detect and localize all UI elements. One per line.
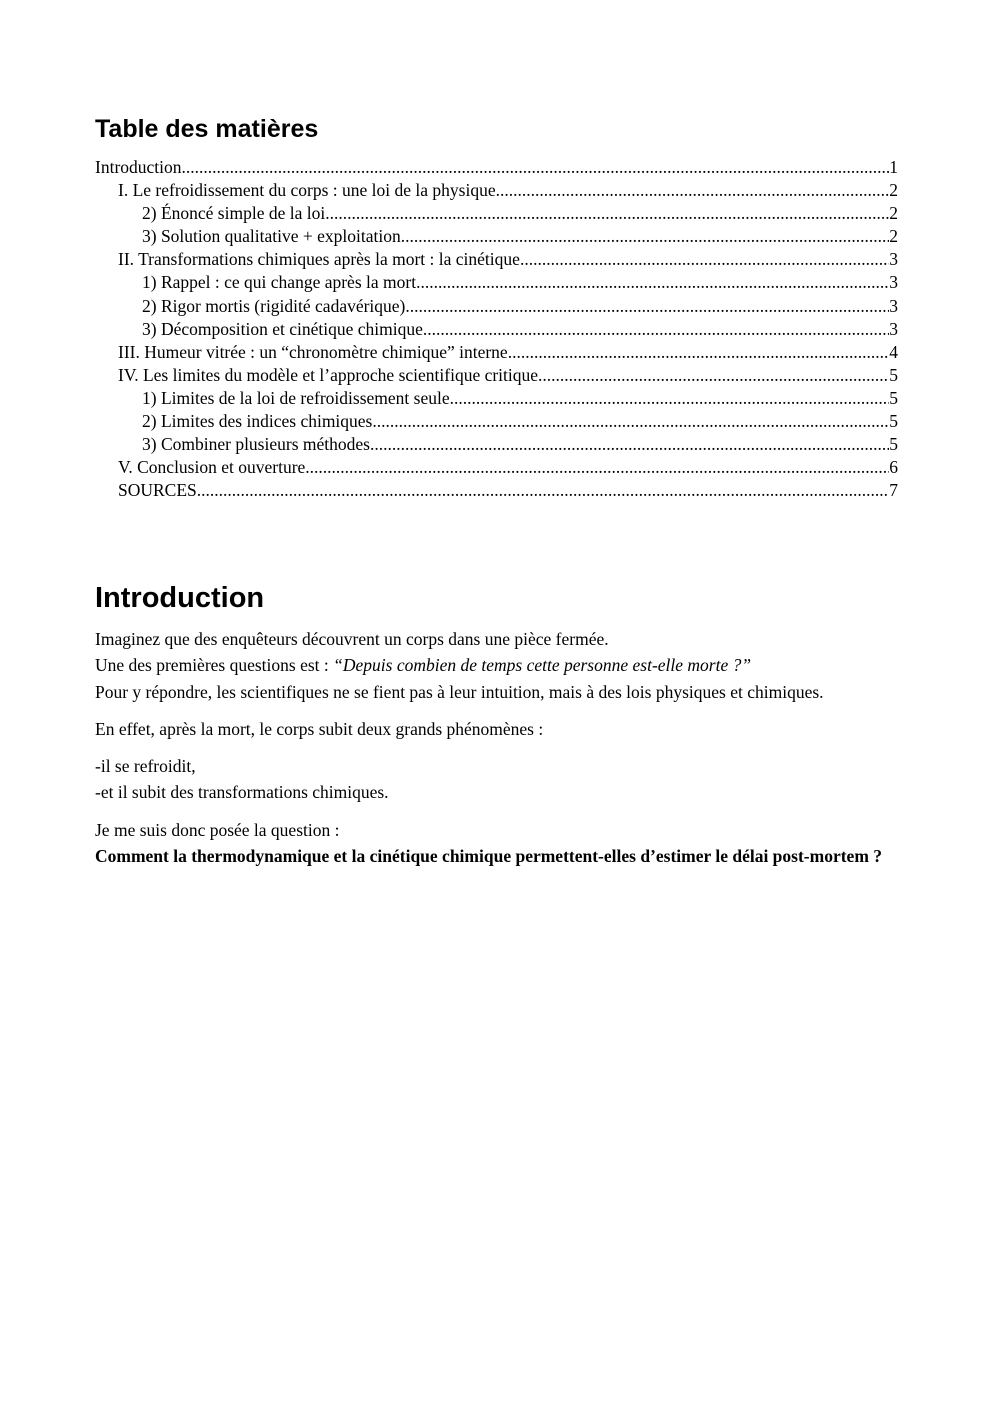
- toc-dot-leader: [182, 156, 890, 179]
- toc-entry-label: V. Conclusion et ouverture: [118, 457, 306, 478]
- intro-line-1: Imaginez que des enquêteurs découvrent un corps dans une pièce fermée.: [95, 629, 609, 649]
- toc-entry-page-number: 1: [889, 157, 898, 177]
- toc-entry[interactable]: [95, 225, 898, 248]
- toc-entry[interactable]: [95, 295, 898, 318]
- intro-line-2: [95, 652, 898, 678]
- toc-dot-leader: [305, 456, 889, 479]
- toc-entry-page-number: 7: [889, 480, 898, 501]
- toc-dot-leader: [325, 202, 889, 225]
- toc-entry-page-number: 5: [889, 434, 898, 455]
- toc-entry[interactable]: [95, 410, 898, 433]
- introduction-body: [95, 626, 898, 869]
- toc-entry[interactable]: [95, 456, 898, 479]
- toc-entry-label: 3) Solution qualitative + exploitation: [142, 226, 401, 247]
- toc-entry-label: SOURCES: [118, 480, 197, 501]
- intro-line-2-prefix: Une des premières questions est :: [95, 655, 334, 676]
- intro-paragraph-2: En effet, après la mort, le corps subit deux grands phénomènes :: [95, 718, 544, 739]
- toc-entry[interactable]: [95, 387, 898, 410]
- toc-entry-label: II. Transformations chimiques après la mort : la cinétique: [118, 249, 520, 270]
- toc-dot-leader: [405, 295, 889, 318]
- toc-entry-label: 2) Limites des indices chimiques: [142, 411, 373, 432]
- intro-question-lead: Je me suis donc posée la question :: [95, 819, 340, 840]
- toc-entry[interactable]: [95, 156, 898, 179]
- toc-entry-label: 1) Rappel : ce qui change après la mort: [142, 272, 417, 293]
- toc-title: Table des matières: [95, 115, 319, 143]
- toc-dot-leader: [520, 248, 889, 271]
- intro-line-3: Pour y répondre, les scientifiques ne se fient pas à leur intuition, mais à des lois physiques et chimiques.: [95, 681, 824, 702]
- toc-dot-leader: [538, 364, 889, 387]
- toc-dot-leader: [197, 479, 889, 502]
- toc-entry-page-number: 4: [889, 341, 898, 362]
- toc-entry-page-number: 3: [889, 249, 898, 270]
- toc-entry-label: 3) Combiner plusieurs méthodes: [142, 434, 370, 455]
- intro-bullet-2: -et il subit des transformations chimiques.: [95, 782, 389, 803]
- toc-dot-leader: [401, 225, 890, 248]
- toc-entry[interactable]: [95, 248, 898, 271]
- toc-entry-page-number: 5: [889, 387, 898, 408]
- toc-dot-leader: [370, 433, 889, 456]
- toc-entry-label: 3) Décomposition et cinétique chimique: [142, 318, 423, 339]
- toc-dot-leader: [372, 410, 889, 433]
- toc-dot-leader: [423, 318, 889, 341]
- toc-entry-page-number: 3: [889, 272, 898, 293]
- intro-question-quote: “Depuis combien de temps cette personne est-elle morte ?”: [333, 655, 752, 676]
- toc-entry[interactable]: [95, 433, 898, 456]
- intro-bullet-1: -il se refroidit,: [95, 756, 196, 777]
- toc-entry-label: 2) Rigor mortis (rigidité cadavérique): [142, 295, 406, 316]
- toc-entry-page-number: 3: [889, 318, 898, 339]
- toc-dot-leader: [416, 271, 889, 294]
- toc-entry-page-number: 2: [889, 180, 898, 201]
- toc-entry-label: III. Humeur vitrée : un “chronomètre chimique” interne: [118, 341, 508, 362]
- toc-dot-leader: [496, 179, 890, 202]
- toc-entry-page-number: 2: [889, 226, 898, 247]
- toc-entry-label: 2) Énoncé simple de la loi: [142, 203, 326, 224]
- table-of-contents: [95, 156, 898, 502]
- toc-entry-page-number: 5: [889, 364, 898, 385]
- toc-entry[interactable]: [95, 364, 898, 387]
- toc-entry-label: I. Le refroidissement du corps : une loi de la physique: [118, 180, 496, 201]
- toc-entry-label: 1) Limites de la loi de refroidissement seule: [142, 387, 450, 408]
- toc-entry-page-number: 3: [889, 295, 898, 316]
- toc-entry-page-number: 6: [889, 457, 898, 478]
- toc-entry[interactable]: [95, 479, 898, 502]
- introduction-heading: Introduction: [95, 582, 265, 614]
- toc-entry-page-number: 2: [889, 203, 898, 224]
- toc-dot-leader: [450, 387, 890, 410]
- toc-entry[interactable]: [95, 179, 898, 202]
- toc-entry[interactable]: [95, 202, 898, 225]
- toc-entry[interactable]: [95, 341, 898, 364]
- toc-entry[interactable]: [95, 318, 898, 341]
- intro-research-question: Comment la thermodynamique et la cinétique chimique permettent-elles d’estimer le délai post-mortem ?: [95, 846, 883, 867]
- toc-entry-label: IV. Les limites du modèle et l’approche scientifique critique: [118, 364, 539, 385]
- toc-entry-page-number: 5: [889, 411, 898, 432]
- toc-entry[interactable]: [95, 271, 898, 294]
- toc-entry-label: Introduction: [95, 157, 182, 177]
- toc-dot-leader: [508, 341, 890, 364]
